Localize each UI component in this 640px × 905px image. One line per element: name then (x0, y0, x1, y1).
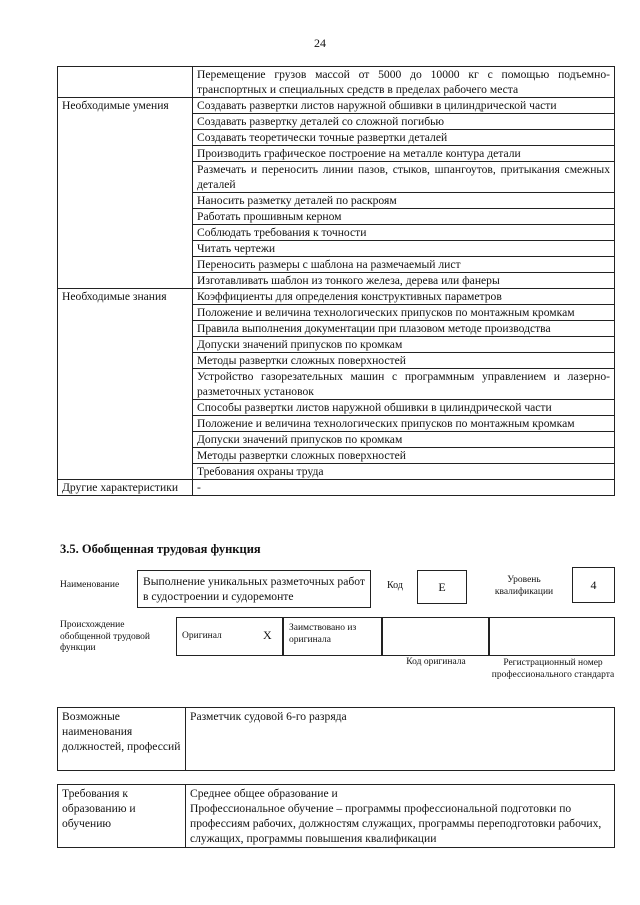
row-value: Соблюдать требования к точности (193, 225, 615, 241)
row-value: Создавать развертку деталей со сложной погибью (193, 114, 615, 130)
page-number: 24 (314, 36, 326, 50)
row-value: Создавать теоретически точные развертки деталей (193, 130, 615, 146)
level-field: 4 (572, 567, 615, 603)
original-cell (176, 617, 283, 656)
original-mark: X (263, 628, 272, 642)
row-value: Требования охраны труда (193, 464, 615, 480)
code-field: E (417, 570, 467, 604)
code-original-cell (382, 617, 489, 656)
row-label: Другие характеристики (58, 480, 193, 496)
row-value: Положение и величина технологических припусков по монтажным кромкам (193, 305, 615, 321)
origin-label: Происхождение обобщенной трудовой функции (60, 620, 150, 653)
row-value: Работать прошивным керном (193, 209, 615, 225)
row-value: Устройство газорезательных машин с программным управлением и лазерно-разметочных установок (193, 369, 615, 400)
row-value: Способы развертки листов наружной обшивки в цилиндрической части (193, 400, 615, 416)
row-value: Правила выполнения документации при плазовом методе производства (193, 321, 615, 337)
table-row (58, 289, 615, 305)
row-label (58, 67, 193, 98)
positions-label: Возможные наименования должностей, профессий (58, 708, 186, 771)
positions-table (57, 707, 615, 771)
table-row (58, 98, 615, 114)
row-value: Переносить размеры с шаблона на размечаемый лист (193, 257, 615, 273)
row-value: - (193, 480, 615, 496)
row-value: Наносить разметку деталей по раскроям (193, 193, 615, 209)
row-label: Необходимые умения (58, 98, 193, 289)
row-value: Размечать и переносить линии пазов, стыков, шпангоутов, притыкания смежных деталей (193, 162, 615, 193)
row-value: Создавать развертки листов наружной обшивки в цилиндрической части (193, 98, 615, 114)
reg-number-cell (489, 617, 615, 656)
education-table (57, 784, 615, 848)
function-name-field: Выполнение уникальных разметочных работ в судостроении и судоремонте (137, 570, 371, 608)
row-value: Методы развертки сложных поверхностей (193, 448, 615, 464)
table-row (58, 67, 615, 98)
borrowed-cell: Заимствовано из оригинала (283, 617, 382, 656)
education-value (186, 785, 615, 848)
row-value: Изготавливать шаблон из тонкого железа, дерева или фанеры (193, 273, 615, 289)
section-title: 3.5. Обобщенная трудовая функция (60, 542, 261, 556)
row-value: Коэффициенты для определения конструктивных параметров (193, 289, 615, 305)
original-label: Оригинал (182, 631, 222, 641)
reg-number-caption: Регистрационный номер профессионального стандарта (491, 658, 615, 680)
education-line: Профессиональное обучение – программы профессиональной подготовки по профессиям рабочих, должностям служащих, программы переподготовки рабочих, служащих, программы повышения квалификации (190, 802, 602, 845)
code-label: Код (387, 580, 403, 591)
row-value: Допуски значений припусков по кромкам (193, 432, 615, 448)
name-label: Наименование (60, 580, 120, 590)
row-value: Производить графическое построение на металле контура детали (193, 146, 615, 162)
code-original-caption: Код оригинала (406, 657, 466, 667)
education-label: Требования к образованию и обучению (58, 785, 186, 848)
row-value: Перемещение грузов массой от 5000 до 10000 кг с помощью подъемно-транспортных и специальных средств в пределах рабочего места (193, 67, 615, 98)
positions-value: Разметчик судовой 6-го разряда (186, 708, 615, 771)
row-value: Методы развертки сложных поверхностей (193, 353, 615, 369)
table-row (58, 480, 615, 496)
row-label: Необходимые знания (58, 289, 193, 480)
level-label: Уровень квалификации (494, 575, 554, 597)
row-value: Положение и величина технологических припусков по монтажным кромкам (193, 416, 615, 432)
education-line: Среднее общее образование и (190, 787, 338, 800)
row-value: Допуски значений припусков по кромкам (193, 337, 615, 353)
skills-table (57, 66, 615, 496)
row-value: Читать чертежи (193, 241, 615, 257)
